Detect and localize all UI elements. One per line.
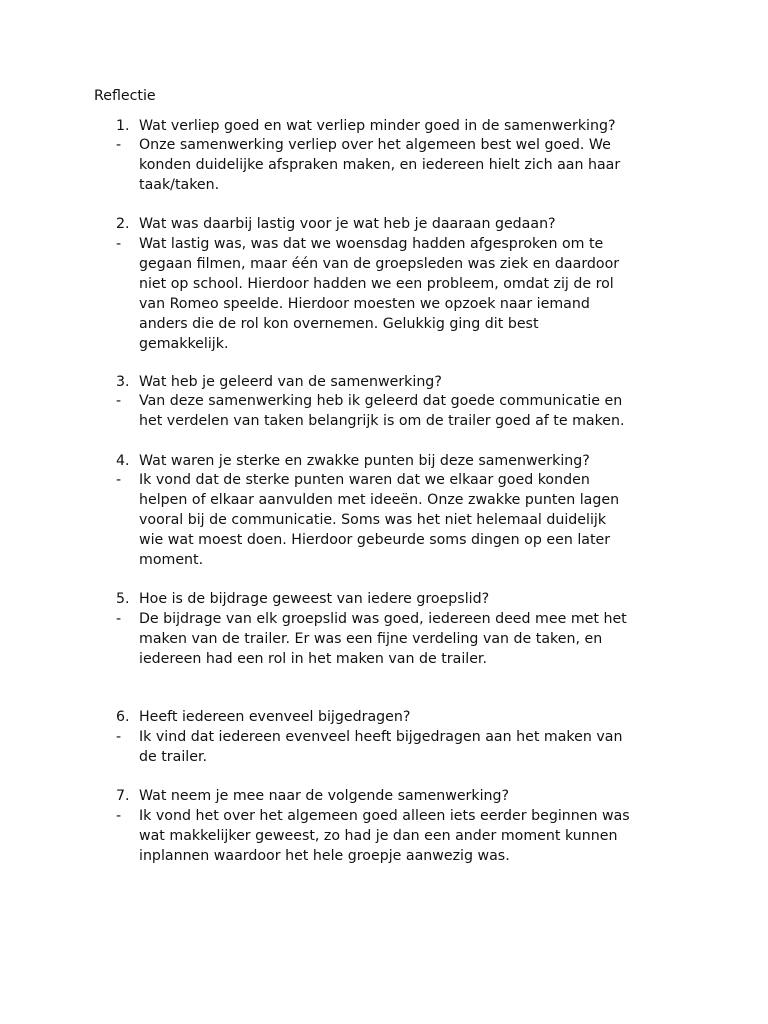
question-text: Heeft iedereen evenveel bijgedragen? xyxy=(139,709,411,725)
answer-line: gegaan filmen, maar één van de groepsleden was ziek en daardoor xyxy=(139,256,620,272)
bullet-dash: - xyxy=(116,393,122,409)
answer-text xyxy=(139,391,689,431)
bullet-dash: - xyxy=(116,137,122,153)
answer-line: taak/taken. xyxy=(139,177,220,193)
answer-line: Ik vind dat iedereen evenveel heeft bijgedragen aan het maken van xyxy=(139,729,623,745)
answer-line: wat makkelijker geweest, zo had je dan een ander moment kunnen xyxy=(139,828,618,844)
question-text: Hoe is de bijdrage geweest van iedere groepslid? xyxy=(139,591,490,607)
question-text: Wat was daarbij lastig voor je wat heb je daaraan gedaan? xyxy=(139,216,556,232)
bullet-dash: - xyxy=(116,236,122,252)
answer-text xyxy=(139,609,689,669)
answer-line: helpen of elkaar aanvulden met ideeën. Onze zwakke punten lagen xyxy=(139,492,620,508)
answer-line: maken van de trailer. Er was een fijne verdeling van de taken, en xyxy=(139,631,603,647)
question-number: 2. xyxy=(116,216,130,232)
answer-line: niet op school. Hierdoor hadden we een probleem, omdat zij de rol xyxy=(139,276,614,292)
answer-line: gemakkelijk. xyxy=(139,336,229,352)
answer-line: Van deze samenwerking heb ik geleerd dat goede communicatie en xyxy=(139,393,623,409)
answer-line: konden duidelijke afspraken maken, en iedereen hielt zich aan haar xyxy=(139,157,621,173)
document-title: Reflectie xyxy=(94,88,156,104)
answer-line: inplannen waardoor het hele groepje aanwezig was. xyxy=(139,848,510,864)
answer-line: het verdelen van taken belangrijk is om de trailer goed af te maken. xyxy=(139,413,625,429)
answer-line: vooral bij de communicatie. Soms was het niet helemaal duidelijk xyxy=(139,512,607,528)
bullet-dash: - xyxy=(116,472,122,488)
question-number: 4. xyxy=(116,453,130,469)
answer-text xyxy=(139,470,689,570)
question-text: Wat verliep goed en wat verliep minder goed in de samenwerking? xyxy=(139,118,616,134)
question-number: 5. xyxy=(116,591,130,607)
answer-text xyxy=(139,234,689,354)
bullet-dash: - xyxy=(116,808,122,824)
answer-text xyxy=(139,135,689,195)
answer-text xyxy=(139,806,689,866)
answer-text xyxy=(139,727,689,767)
answer-line: Wat lastig was, was dat we woensdag hadden afgesproken om te xyxy=(139,236,604,252)
answer-line: wie wat moest doen. Hierdoor gebeurde soms dingen op een later xyxy=(139,532,611,548)
answer-line: Ik vond het over het algemeen goed alleen iets eerder beginnen was xyxy=(139,808,630,824)
answer-line: van Romeo speelde. Hierdoor moesten we opzoek naar iemand xyxy=(139,296,590,312)
question-text: Wat heb je geleerd van de samenwerking? xyxy=(139,374,442,390)
answer-line: iedereen had een rol in het maken van de trailer. xyxy=(139,651,487,667)
answer-line: De bijdrage van elk groepslid was goed, iedereen deed mee met het xyxy=(139,611,627,627)
answer-line: Onze samenwerking verliep over het algemeen best wel goed. We xyxy=(139,137,611,153)
bullet-dash: - xyxy=(116,611,122,627)
question-number: 3. xyxy=(116,374,130,390)
bullet-dash: - xyxy=(116,729,122,745)
question-text: Wat waren je sterke en zwakke punten bij deze samenwerking? xyxy=(139,453,590,469)
answer-line: de trailer. xyxy=(139,749,207,765)
answer-line: Ik vond dat de sterke punten waren dat we elkaar goed konden xyxy=(139,472,590,488)
answer-line: anders die de rol kon overnemen. Gelukkig ging dit best xyxy=(139,316,539,332)
question-number: 1. xyxy=(116,118,130,134)
question-number: 6. xyxy=(116,709,130,725)
question-text: Wat neem je mee naar de volgende samenwerking? xyxy=(139,788,510,804)
question-number: 7. xyxy=(116,788,130,804)
answer-line: moment. xyxy=(139,552,204,568)
